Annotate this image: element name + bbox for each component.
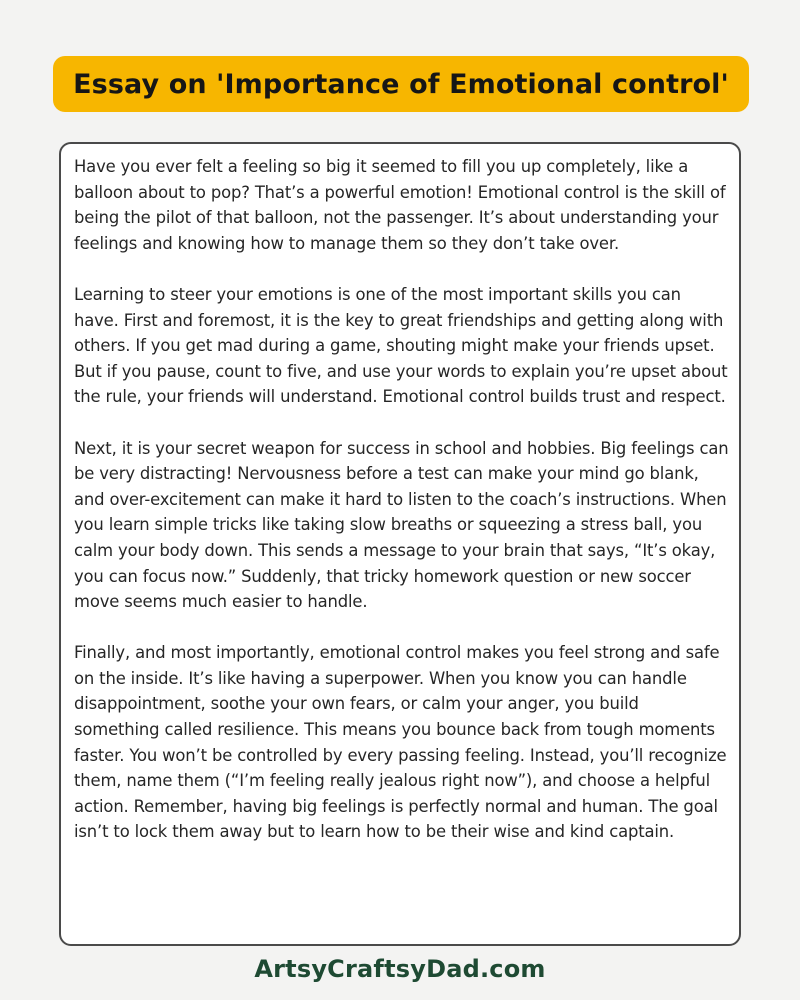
essay-paragraph-1: Have you ever felt a feeling so big it seemed to fill you up completely, like a balloon about to pop? That’s a powerful emotion! Emotional control is the skill of being the pilot of that balloon, not the passenger. It’s about understanding your feelings and knowing how to manage them so they don’t take over.	[74, 157, 726, 253]
title-banner	[53, 56, 749, 112]
essay-paragraph-4: Finally, and most importantly, emotional control makes you feel strong and safe on the inside. It’s like having a superpower. When you know you can handle disappointment, soothe your own fears, or calm your anger, you build something called resilience. This means you bounce back from tough moments faster. You won’t be controlled by every passing feeling. Instead, you’ll recognize them, name them (“I’m feeling really jealous right now”), and choose a helpful action. Remember, having big feelings is perfectly normal and human. The goal isn’t to lock them away but to learn how to be their wise and kind captain.	[74, 643, 727, 842]
essay-paragraph-2: Learning to steer your emotions is one of the most important skills you can have. First and foremost, it is the key to great friendships and getting along with others. If you get mad during a game, shouting might make your friends upset. But if you pause, count to five, and use your words to explain you’re upset about the rule, your friends will understand. Emotional control builds trust and respect.	[74, 284, 728, 407]
essay-card	[59, 142, 741, 946]
page-title: Essay on 'Importance of Emotional control'	[73, 68, 729, 100]
essay-paragraph-3: Next, it is your secret weapon for success in school and hobbies. Big feelings can be very distracting! Nervousness before a test can make your mind go blank, and over-excitement can make it hard to listen to the coach’s instructions. When you learn simple tricks like taking slow breaths or squeezing a stress ball, you calm your body down. This sends a message to your brain that says, “It’s okay, you can focus now.” Suddenly, that tricky homework question or new soccer move seems much easier to handle.	[74, 438, 729, 612]
footer-site-name: ArtsyCraftsyDad.com	[254, 955, 546, 983]
